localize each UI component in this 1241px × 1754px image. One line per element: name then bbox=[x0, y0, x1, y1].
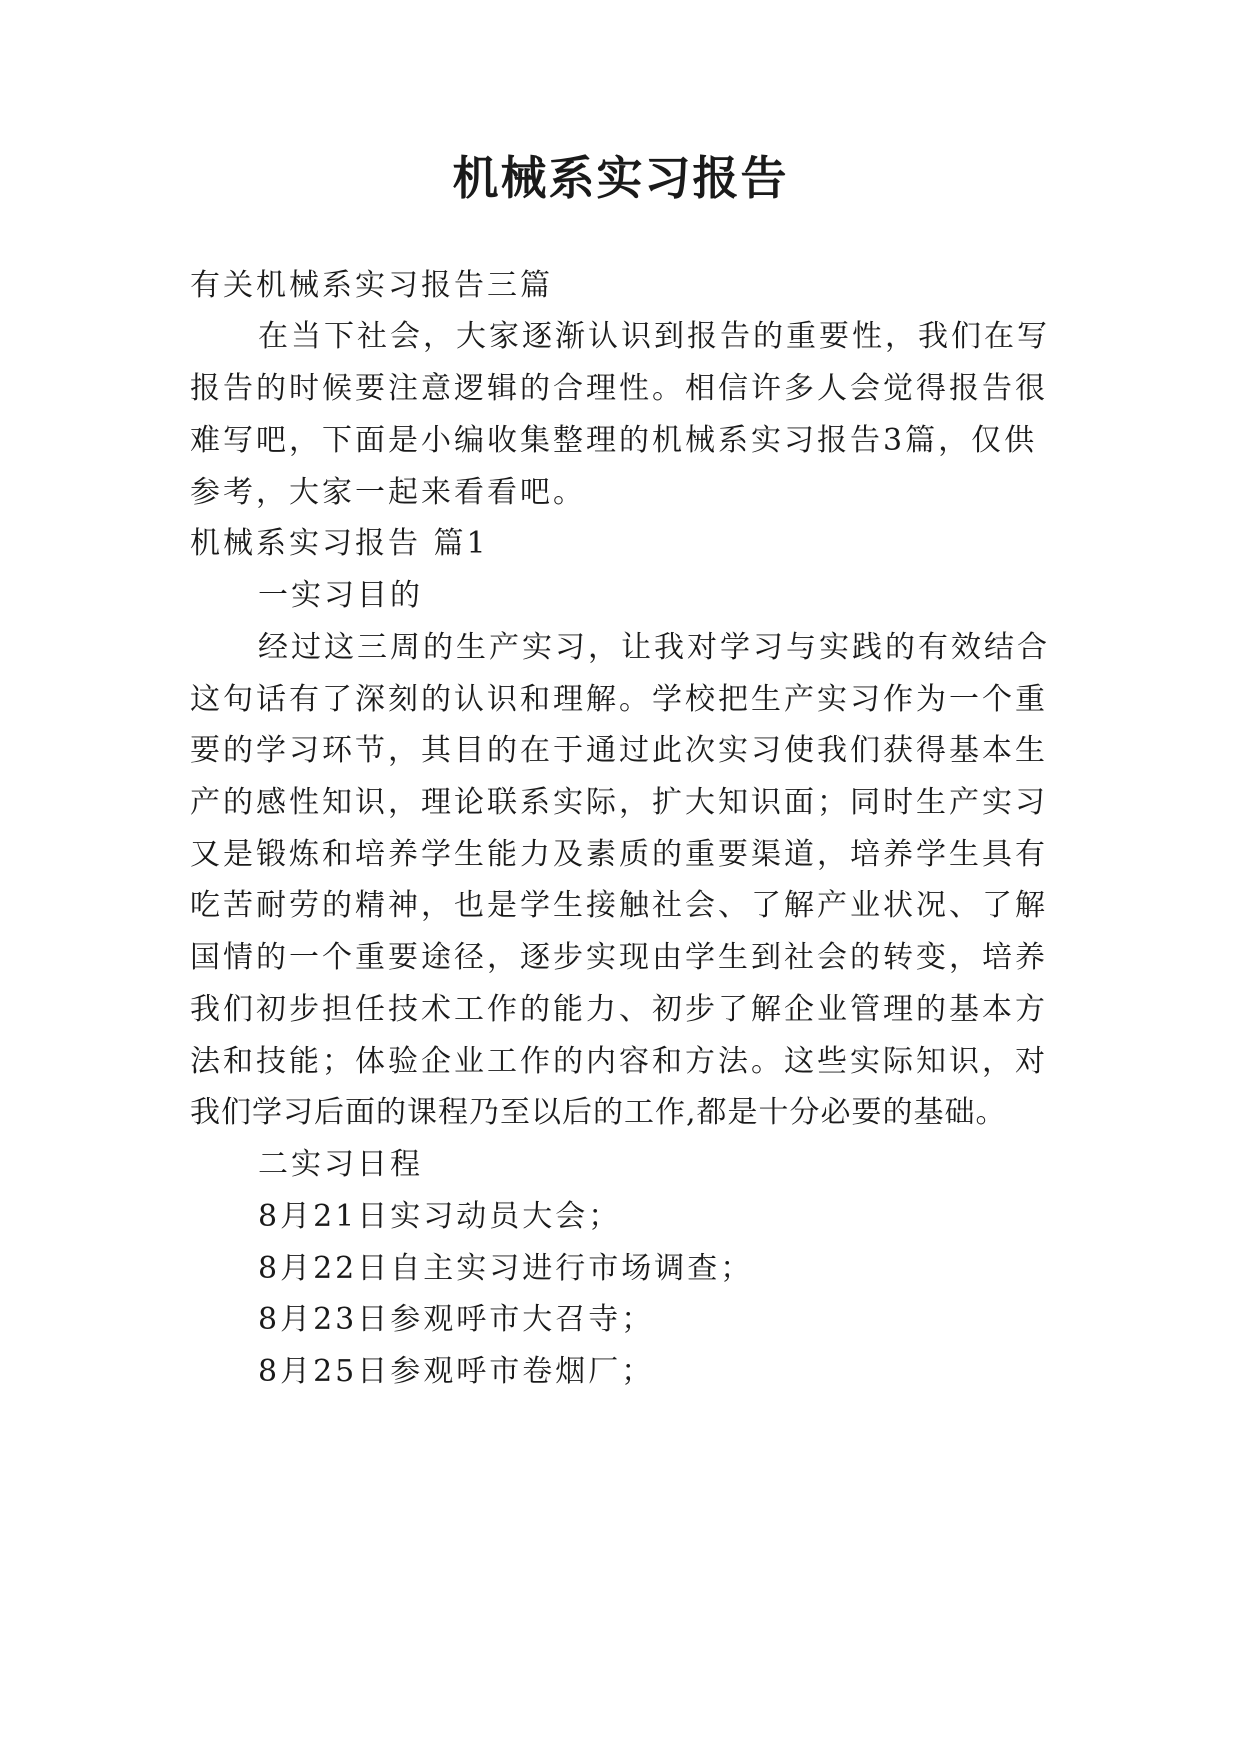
subsection-heading: 二实习日程 bbox=[258, 1147, 423, 1182]
schedule-item: 8月25日参观呼市卷烟厂； bbox=[258, 1354, 655, 1389]
schedule-item: 8月21日实习动员大会； bbox=[258, 1199, 622, 1234]
body-paragraph-line: 经过这三周的生产实习，让我对学习与实践的有效结合 bbox=[258, 630, 1050, 665]
body-paragraph-line: 又是锻炼和培养学生能力及素质的重要渠道，培养学生具有 bbox=[190, 837, 1048, 872]
document-title: 机械系实习报告 bbox=[452, 151, 789, 205]
schedule-item: 8月22日自主实习进行市场调查； bbox=[258, 1251, 754, 1286]
body-paragraph-line: 我们初步担任技术工作的能力、初步了解企业管理的基本方 bbox=[190, 992, 1048, 1027]
section-heading: 机械系实习报告 篇1 bbox=[190, 526, 489, 561]
body-paragraph-line: 要的学习环节，其目的在于通过此次实习使我们获得基本生 bbox=[190, 733, 1048, 768]
body-paragraph-line: 法和技能；体验企业工作的内容和方法。这些实际知识，对 bbox=[190, 1044, 1048, 1079]
body-paragraph-line: 这句话有了深刻的认识和理解。学校把生产实习作为一个重 bbox=[190, 682, 1048, 717]
intro-paragraph-line: 难写吧，下面是小编收集整理的机械系实习报告3篇，仅供 bbox=[190, 423, 1038, 458]
body-paragraph-line: 我们学习后面的课程乃至以后的工作,都是十分必要的基础。 bbox=[190, 1095, 1007, 1130]
body-paragraph-line: 吃苦耐劳的精神，也是学生接触社会、了解产业状况、了解 bbox=[190, 888, 1048, 923]
subtitle-line: 有关机械系实习报告三篇 bbox=[190, 268, 553, 303]
subsection-heading: 一实习目的 bbox=[258, 578, 423, 613]
body-paragraph-line: 国情的一个重要途径，逐步实现由学生到社会的转变，培养 bbox=[190, 940, 1048, 975]
intro-paragraph-line: 在当下社会，大家逐渐认识到报告的重要性，我们在写 bbox=[258, 319, 1050, 354]
intro-paragraph-line: 报告的时候要注意逻辑的合理性。相信许多人会觉得报告很 bbox=[190, 371, 1048, 406]
body-paragraph-line: 产的感性知识，理论联系实际，扩大知识面；同时生产实习 bbox=[190, 785, 1048, 820]
schedule-item: 8月23日参观呼市大召寺； bbox=[258, 1302, 655, 1337]
intro-paragraph-line: 参考，大家一起来看看吧。 bbox=[190, 475, 586, 510]
